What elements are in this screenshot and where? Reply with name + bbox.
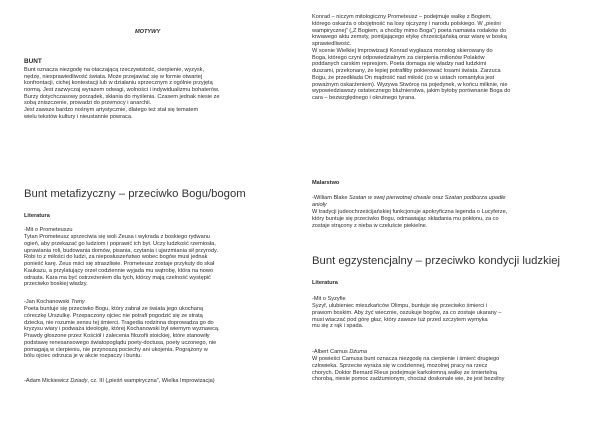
kochanowski-text: Poeta buntuje się przeciwko Bogu, który zabrał ze świata jego ukochaną córeczkę Urszulkę. Przepaczony ojciec nie potrafi pogodzić się ze stratą dziecka, nie rozumie sensu tej śmierci. Tragedia rodzinna doprowadza go do kryzysu wiary i podważa ideologię, której Kochanowski był wiernym wyznawcą. Prawdy głoszone przez Kościół i zalecenia filozofii stoickiej, które stanowiły podstawę renesansowego światopoglądu poety-doctusa, poety uczonego, nie pomagają w cierpieniu, nie przynoszą pociechy ani ukojenia. Pogrążony w bólu ojciec odrzuca je w akcie rozpaczy i buntu. [24, 306, 220, 360]
blake-title-1: Szatan w swej pierwotnej chwale [349, 195, 431, 201]
mit-prometeusz-text: Tytan Prometeusz sprzeciwia się woli Zeusa i wykrada z boskiego rydwanu ogień, aby przekazać go ludziom i poprawić ich byt. Uczy ludzkość rzemiosła, uprawiania roli, budowania domów, pisania, czytania i ujarzmiania sił przyrody. Robi to z miłości do ludzi, za nieposłuszeństwo wobec bogów musi jednak ponieść karę. Zeus mści się straszliwie. Prometeusz zostaje przykuty do skał Kaukazu, a przylatujący orzeł codziennie wyjada mu wątrobę, która na nowo odrasta. Kara ma być ostrzeżeniem dla tych, którzy mają czelność występić przeciwko boskiej władzy. [24, 234, 218, 288]
syzyf-header: -Mit o Syzyfie [312, 296, 346, 302]
kochanowski-header [24, 299, 294, 306]
mit-prometeusz-header: -Mit o Prometeuszu [24, 227, 73, 233]
literatura-heading-2: Literatura [312, 280, 338, 286]
malarstwo-heading: Malarstwo [312, 180, 340, 186]
camus-header [312, 349, 587, 356]
literatura-heading: Literatura [24, 213, 50, 219]
blake-text: W tradycji judeochrześcijańskiej funkcjonuje apokryficzna legenda o Lucyferze, który buntuje się przeciwko Bogu, odmawiając składania mu pokłonu, za co zostaje strącony z nieba w czeluście piekielne. [312, 209, 508, 229]
camus-title: Dżuma [349, 349, 368, 355]
bunt-heading: BUNT [24, 58, 42, 65]
camus-author: -Albert Camus [312, 349, 350, 355]
blake-header [312, 195, 587, 209]
blake-title-2: Szatan podburza upadłe anioły [312, 195, 506, 208]
kochanowski-title: Treny [70, 299, 85, 305]
mickiewicz-header [24, 378, 296, 385]
section-title-metaphysical: Bunt metafizyczny – przeciwko Bogu/bogom [24, 188, 246, 200]
mickiewicz-suffix: , cz. III („pieśń wampiryczna”, Wielka Improwizacja) [87, 378, 215, 384]
bunt-definition-text: Bunt oznacza niezgodę na otaczającą rzeczywistość, cierpienie, wyzysk, nędzę, niesprawiedliwość świata. Może przejawiać się w formie otwartej konfrontacji, cichej kontestacji lub w działaniu sprzecznym z ogólnie przyjętą normą. Jest zazwyczaj wyrazem odwagi, wolności i indywidualizmu bohaterów. Burzy dotychczasowy porządek, skłania do myślenia. Czasem jednak niesie ze sobą zniszczenie, prowadzi do przemocy i anarchii. Jest zawsze bardzo nośnym artystycznie, dlatego też stał się tematem wielu tekstów kultury i nieustannie powraca. [24, 67, 220, 120]
camus-text: W powieści Camusa bunt oznacza niezgodę na cierpienie i śmierć drugiego człowieka. Sprzeciw wyraża się w codziennej, mozolnej pracy na rzecz chorych. Doktor Bernard Rieux podejmuje karkołomną walkę ze śmiertelną chorobą, niesie pomoc zadżumionym, chociaż doskonale wie, że jest bezsilny [312, 356, 505, 383]
konrad-text: Konrad – niczym mitologiczny Prometeusz – podejmuje walkę z Bogiem, którego oskarża o obojętność na losy ojczyzny i narodu polskiego. W „pieśni wampirycznej” („Z Bogiem, a choćby mimo Boga”) poeta namawia rodaków do krwawego aktu zemsty, pomijającego etykę chrześcijańską oraz wiarę w boską sprawiedliwość. W scenie Wielkiej Improwizacji Konrad wygłasza monolog skierowany do Boga, którego czyni odpowiedzialnym za cierpienia milionów Polaków poddanych carskim represjom. Poeta domaga się władzy nad ludzkimi duszami, przekonany, że lepiej potrafiłby pokierować losami świata. Zarzuca Bogu, że przedkłada On mądrość nad miłość (co w ustach romantyka jest poważnym oskarżeniem). Wyzywa Stwórcę na pojedynek, w końcu milknie, nie wypowiedziawszy ostatecznego bluźnierstwa, jakim byłoby porównanie Boga do cara – bezwzględnego i okrutnego tyrana. [312, 14, 511, 101]
page-title: MOTYWY [135, 29, 161, 35]
section-title-existential: Bunt egzystencjalny – przeciwko kondycji ludzkiej [312, 255, 561, 267]
mickiewicz-author: -Adam Mickiewicz [24, 378, 71, 384]
kochanowski-author: -Jan Kochanowski [24, 299, 71, 305]
mickiewicz-title: Dziady [70, 378, 88, 384]
blake-author: -William Blake [312, 195, 349, 201]
syzyf-text: Syzyf, ulubieniec mieszkańców Olimpu, buntuje się przeciwko śmierci i prawom boskim. Aby żyć wiecznie, oszukuje bogów, za co zostaje ukarany – musi wtaczać pod górę głaz, który zawsze tuż przed szczytem wymyka mu się z rąk i spada. [312, 303, 502, 330]
blake-connector: oraz [430, 195, 445, 201]
